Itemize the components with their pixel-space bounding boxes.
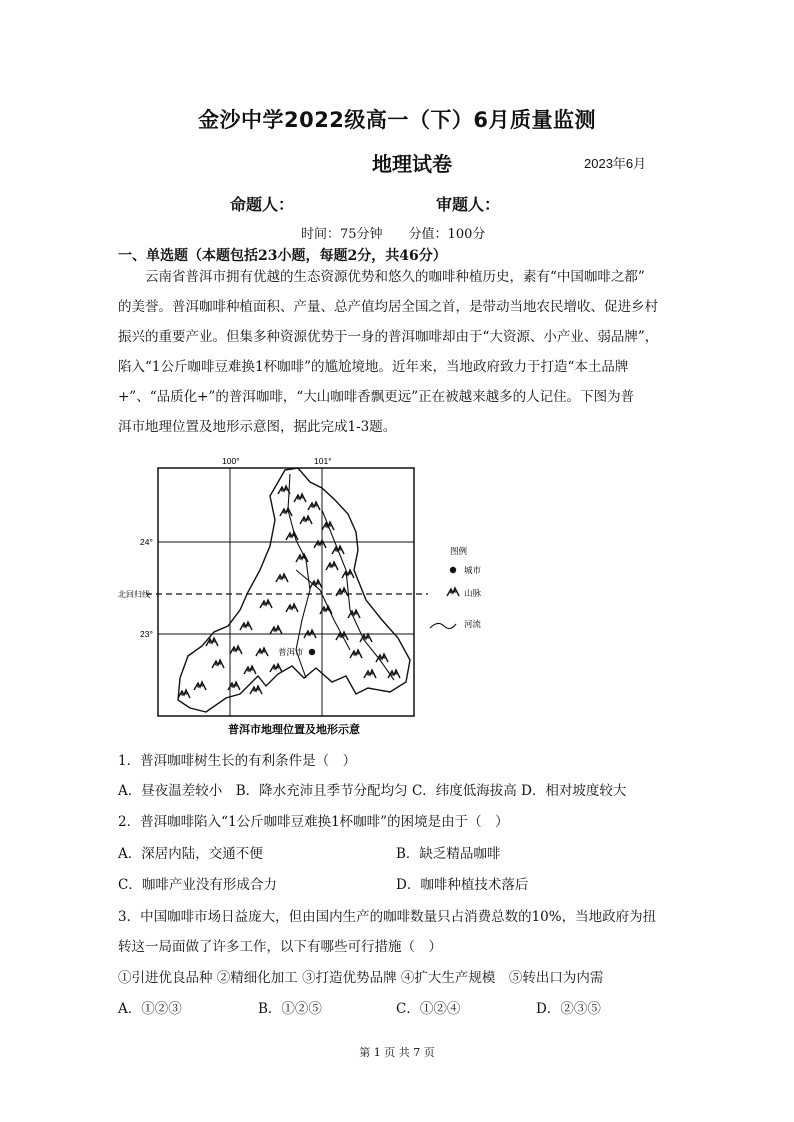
passage: [118, 262, 674, 442]
section-heading: 一、单选题（本题包括23小题，每题2分，共46分）: [118, 248, 447, 264]
legend-river-label: 河流: [464, 619, 482, 629]
q2-option-a: A．深居内陆，交通不便: [118, 846, 263, 862]
exam-title: 金沙中学2022级高一（下）6月质量监测: [197, 108, 597, 132]
tropic-label: 北回归线: [118, 590, 150, 599]
map-caption: 普洱市地理位置及地形示意: [228, 724, 360, 736]
q3-stem-line2: 转这一局面做了许多工作，以下有哪些可行措施（ ）: [118, 939, 442, 955]
legend-title: 图例: [450, 546, 468, 556]
lon-label-100: 100°: [222, 456, 240, 466]
q3-option-b: B．①②⑤: [258, 1001, 322, 1017]
city-label: 普洱市: [278, 647, 304, 657]
passage-line: 洱市地理位置及地形示意图，据此完成1-3题。: [118, 419, 397, 435]
setter-label: 命题人：: [230, 195, 295, 214]
q2-stem: 2．普洱咖啡陷入“1公斤咖啡豆难换1杯咖啡”的困境是由于（ ）: [118, 814, 509, 830]
q2-option-c: C．咖啡产业没有形成合力: [118, 877, 277, 893]
page-footer: 第 1 页 共 7 页: [359, 1046, 435, 1059]
exam-date: 2023年6月: [584, 156, 647, 171]
legend-mountain-label: 山脉: [464, 588, 482, 598]
time-info: 时间：75分钟 分值：100分: [301, 227, 486, 242]
passage-line: 陷入“1公斤咖啡豆难换1杯咖啡”的尴尬境地。近年来，当地政府致力于打造“本土品牌: [118, 359, 629, 375]
lat-label-23: 23°: [140, 629, 153, 639]
q3-stem-line1: 3．中国咖啡市场日益庞大，但由国内生产的咖啡数量只占消费总数的10%，当地政府为扭: [118, 909, 657, 925]
subject-title: 地理试卷: [372, 152, 452, 176]
reviewer-label: 审题人：: [436, 195, 501, 214]
legend-river-icon: [430, 623, 456, 628]
puer-city-dot: [309, 649, 315, 655]
passage-line: 振兴的重要产业。但集多种资源优势于一身的普洱咖啡却由于“大资源、小产业、弱品牌”，: [118, 329, 659, 345]
q3-measures: ①引进优良品种 ②精细化加工 ③打造优势品牌 ④扩大生产规模 ⑤转出口为内需: [118, 970, 604, 986]
q3-option-d: D．②③⑤: [536, 1001, 601, 1017]
q2-option-b: B．缺乏精品咖啡: [396, 846, 501, 862]
legend-city-icon: [450, 567, 456, 573]
legend-city-label: 城市: [464, 565, 482, 575]
lon-label-101: 101°: [314, 456, 332, 466]
map-frame: [158, 468, 414, 716]
passage-line: 云南省普洱市拥有优越的生态资源优势和悠久的咖啡种植历史，素有“中国咖啡之都”: [145, 269, 645, 285]
legend-mountain-icon: [447, 588, 459, 596]
q3-option-c: C．①②④: [396, 1001, 461, 1017]
lat-label-24: 24°: [140, 537, 153, 547]
q2-option-d: D．咖啡种植技术落后: [396, 877, 529, 893]
puer-map-figure: [110, 450, 510, 738]
q1-options: A．昼夜温差较小 B．降水充沛且季节分配均匀 C．纬度低海拔高 D．相对坡度较大: [118, 783, 627, 799]
passage-line: +”、“品质化+”的普洱咖啡，“大山咖啡香飘更远”正在被越来越多的人记住。下图为普: [118, 389, 635, 405]
passage-line: 的美誉。普洱咖啡种植面积、产量、总产值均居全国之首，是带动当地农民增收、促进乡村: [118, 299, 658, 315]
q3-option-a: A．①②③: [118, 1001, 182, 1017]
q1-stem: 1．普洱咖啡树生长的有利条件是（ ）: [118, 753, 357, 769]
